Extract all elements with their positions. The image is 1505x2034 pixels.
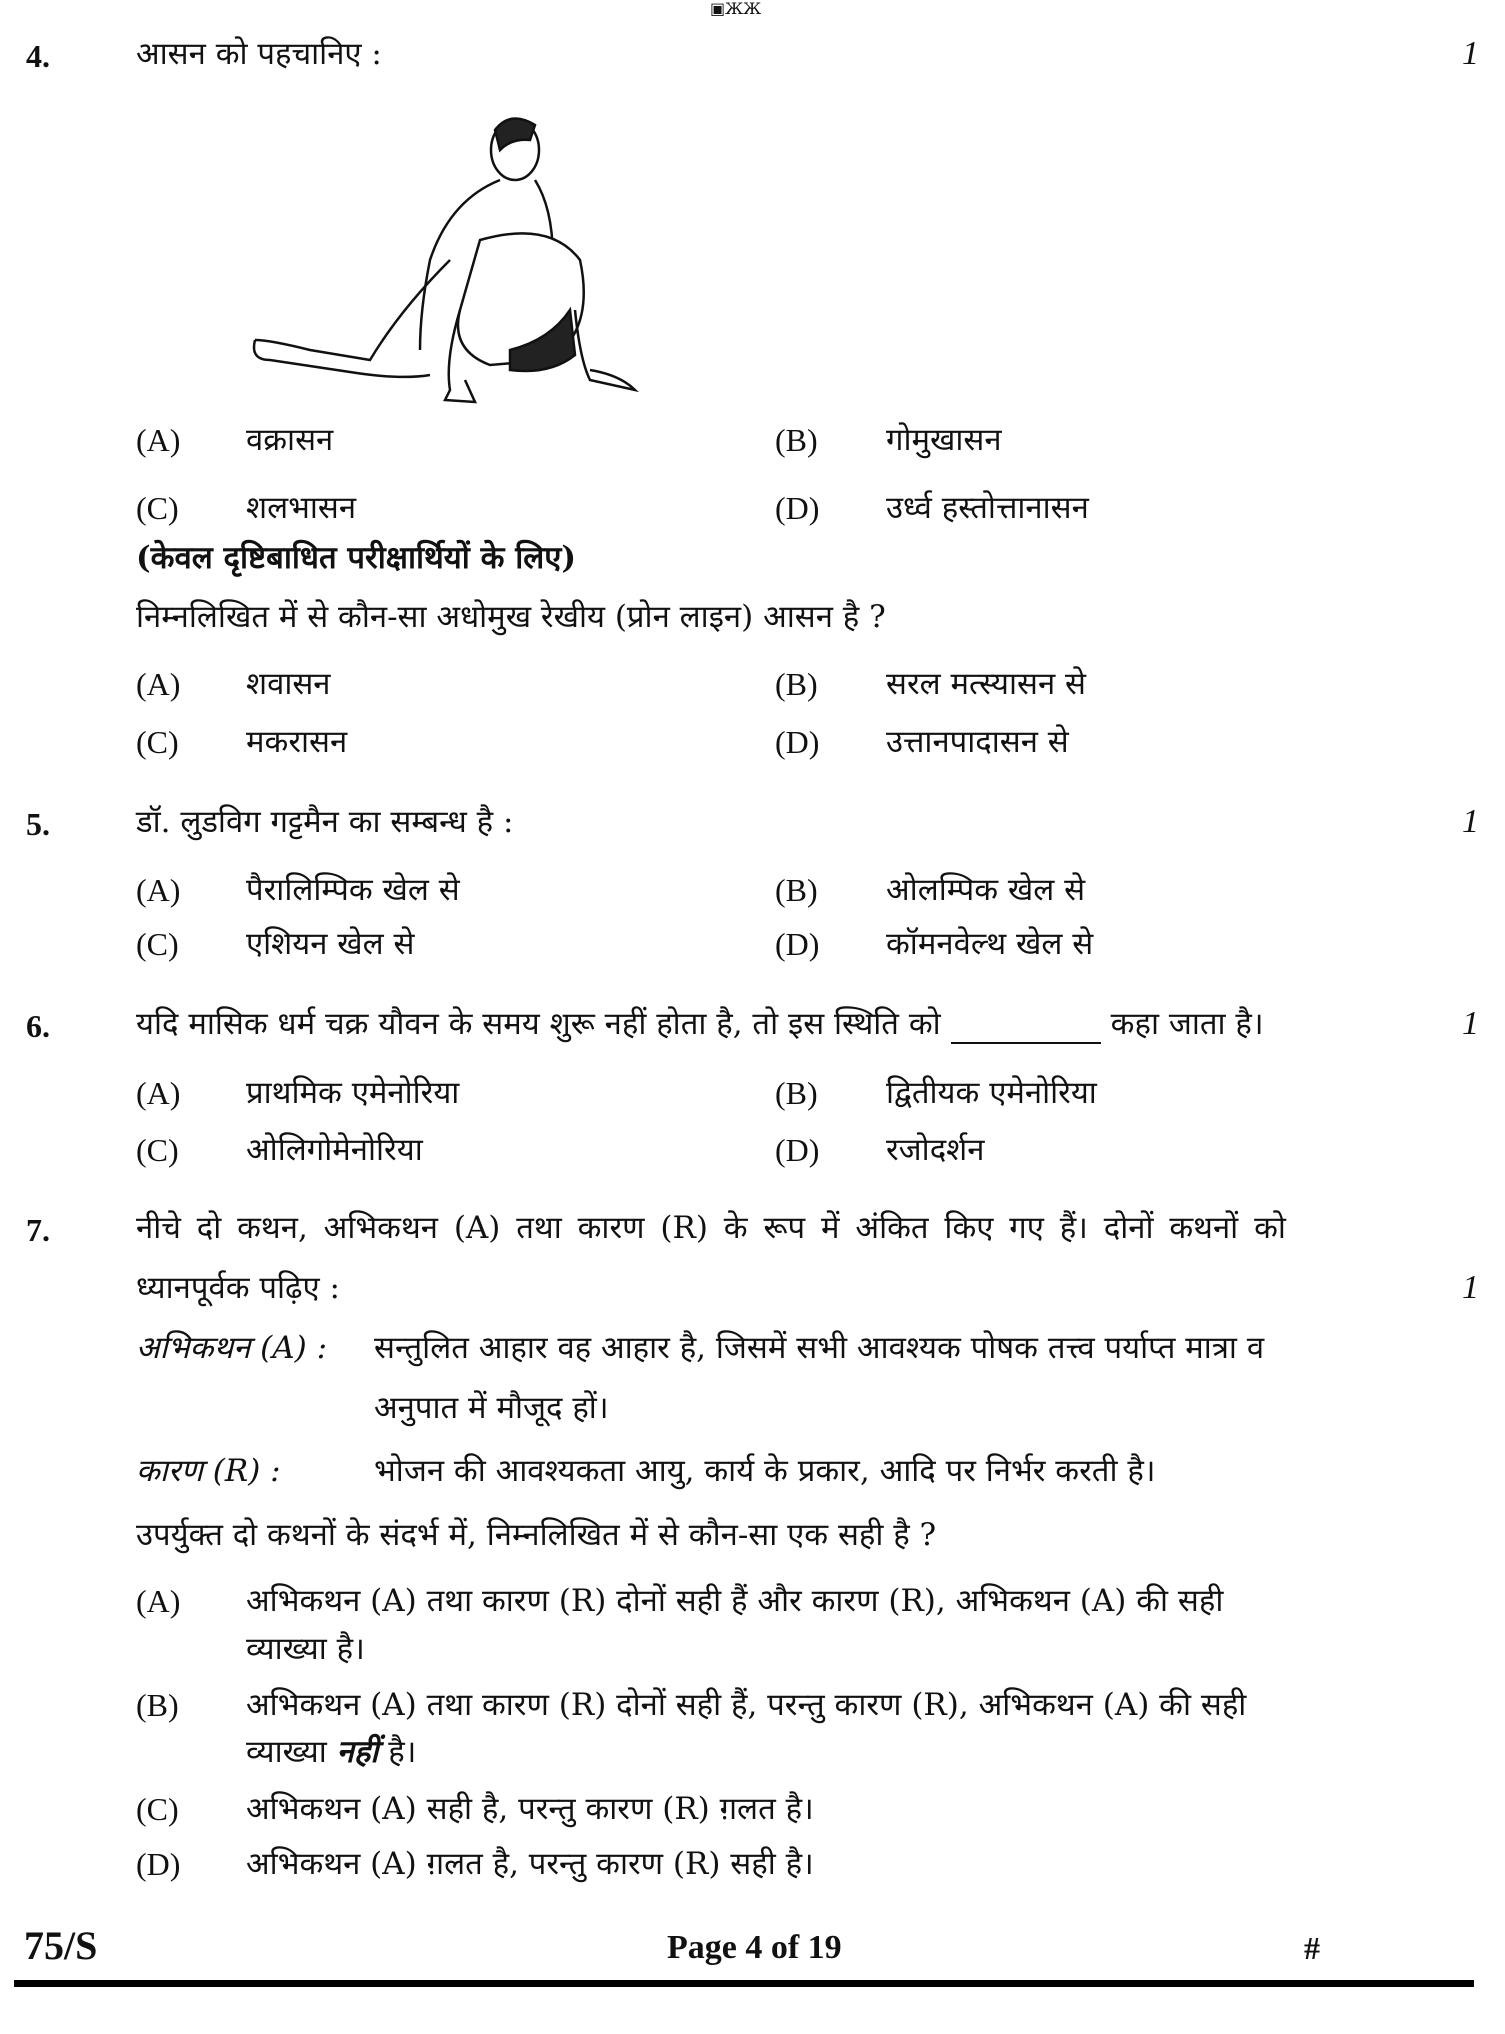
option-text: गोमुखासन	[886, 422, 1002, 458]
option-text: एशियन खेल से	[246, 926, 415, 962]
assertion-text-line1: सन्तुलित आहार वह आहार है, जिसमें सभी आवश्यक पोषक तत्त्व पर्याप्त मात्रा व	[374, 1330, 1265, 1366]
assertion-label: अभिकथन (A) :	[136, 1330, 328, 1366]
option-label: (C)	[136, 1132, 179, 1168]
option-label: (C)	[136, 926, 179, 962]
option-label: (D)	[775, 1132, 820, 1168]
question-text-line1: नीचे दो कथन, अभिकथन (A) तथा कारण (R) के रूप में अंकित किए गए हैं। दोनों कथनों को	[136, 1210, 1286, 1246]
question-text	[136, 1004, 1264, 1044]
option-label: (A)	[136, 872, 181, 908]
option-label: (C)	[136, 724, 179, 760]
option-text: पैरालिम्पिक खेल से	[246, 872, 460, 908]
option-label: (C)	[136, 490, 179, 526]
option-label: (B)	[775, 666, 818, 702]
question-text-end: कहा जाता है।	[1110, 1006, 1264, 1042]
question-prompt: उपर्युक्त दो कथनों के संदर्भ में, निम्नलिखित में से कौन-सा एक सही है ?	[136, 1517, 937, 1553]
option-text-cont	[246, 1732, 416, 1772]
option-label: (C)	[136, 1791, 179, 1827]
option-label: (B)	[775, 422, 818, 458]
option-text: ओलम्पिक खेल से	[886, 872, 1086, 908]
question-number: 4.	[26, 38, 50, 74]
question-number: 5.	[26, 806, 50, 842]
vi-note: (केवल दृष्टिबाधित परीक्षार्थियों के लिए)	[136, 540, 577, 576]
question-marks: 1	[1462, 803, 1479, 840]
option-text: कॉमनवेल्थ खेल से	[886, 926, 1094, 962]
question-number: 7.	[26, 1212, 50, 1248]
emphasis-not: नहीं	[336, 1734, 379, 1770]
option-text: मकरासन	[246, 724, 348, 760]
option-label: (A)	[136, 1583, 181, 1619]
option-text: अभिकथन (A) तथा कारण (R) दोनों सही हैं, परन्तु कारण (R), अभिकथन (A) की सही	[246, 1687, 1247, 1723]
hash-mark: #	[1304, 1930, 1320, 1966]
question-marks: 1	[1462, 1269, 1479, 1306]
option-label: (A)	[136, 666, 181, 702]
option-text: अभिकथन (A) ग़लत है, परन्तु कारण (R) सही है।	[246, 1846, 814, 1882]
option-label: (D)	[775, 490, 820, 526]
option-text: रजोदर्शन	[886, 1132, 985, 1168]
question-marks: 1	[1462, 35, 1479, 72]
option-label: (A)	[136, 1075, 181, 1111]
option-label: (B)	[775, 872, 818, 908]
paper-code: 75/S	[24, 1923, 98, 1968]
qr-code-mark: ▣ЖЖ	[710, 0, 762, 18]
question-text-line2: ध्यानपूर्वक पढ़िए :	[136, 1270, 340, 1306]
question-number: 6.	[26, 1008, 50, 1044]
option-label: (D)	[136, 1846, 181, 1882]
text: व्याख्या	[246, 1734, 327, 1770]
reason-text: भोजन की आवश्यकता आयु, कार्य के प्रकार, आदि पर निर्भर करती है।	[374, 1453, 1156, 1489]
option-text-cont: व्याख्या है।	[246, 1631, 365, 1667]
option-label: (B)	[775, 1075, 818, 1111]
option-text: अभिकथन (A) तथा कारण (R) दोनों सही हैं और कारण (R), अभिकथन (A) की सही	[246, 1583, 1224, 1619]
fill-blank	[951, 1012, 1101, 1044]
option-text: उत्तानपादासन से	[886, 724, 1069, 760]
option-text: द्वितीयक एमेनोरिया	[886, 1075, 1097, 1111]
page-number: Page 4 of 19	[667, 1929, 842, 1966]
question-marks: 1	[1462, 1005, 1479, 1042]
reason-label: कारण (R) :	[136, 1453, 281, 1489]
option-text: सरल मत्स्यासन से	[886, 666, 1087, 702]
option-text: अभिकथन (A) सही है, परन्तु कारण (R) ग़लत है।	[246, 1791, 814, 1827]
assertion-text-line2: अनुपात में मौजूद हों।	[374, 1390, 609, 1426]
option-text: शवासन	[246, 666, 331, 702]
vi-question-text: निम्नलिखित में से कौन-सा अधोमुख रेखीय (प्रोन लाइन) आसन है ?	[136, 599, 886, 635]
option-text: वक्रासन	[246, 422, 334, 458]
option-text: उर्ध्व हस्तोत्तानासन	[886, 490, 1089, 526]
question-text-start: यदि मासिक धर्म चक्र यौवन के समय शुरू नहीं होता है, तो इस स्थिति को	[136, 1006, 941, 1042]
question-text: आसन को पहचानिए :	[136, 36, 382, 72]
text: है।	[388, 1734, 417, 1770]
option-text: प्राथमिक एमेनोरिया	[246, 1075, 460, 1111]
footer-rule	[14, 1980, 1474, 1987]
option-label: (D)	[775, 724, 820, 760]
yoga-asana-illustration	[250, 110, 650, 405]
option-text: ओलिगोमेनोरिया	[246, 1132, 423, 1168]
option-label: (A)	[136, 422, 181, 458]
option-text: शलभासन	[246, 490, 357, 526]
option-label: (D)	[775, 926, 820, 962]
question-text: डॉ. लुडविग गट्टमैन का सम्बन्ध है :	[136, 804, 514, 840]
option-label: (B)	[136, 1687, 179, 1723]
